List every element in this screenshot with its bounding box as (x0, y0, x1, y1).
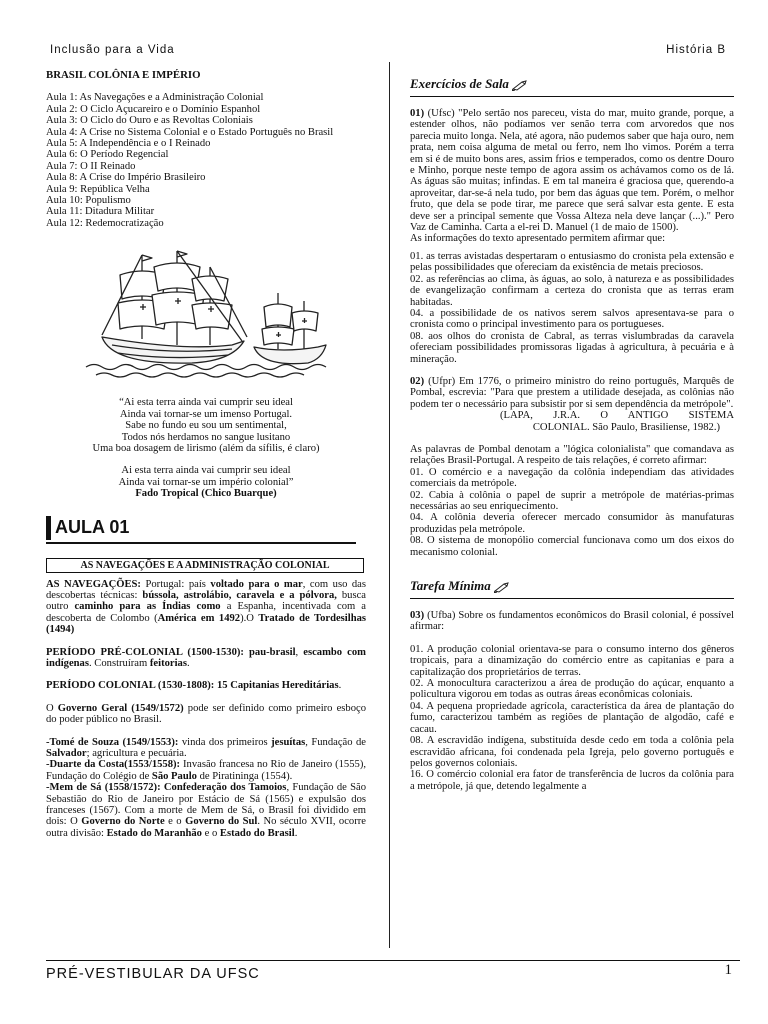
text: . (338, 680, 342, 692)
answer-item: 08. aos olhos do cronista de Cabral, as terras vislumbradas da caravela ofereciam possibilidades promissoras ligadas à agricultura, à pecuária e à mineração. (410, 330, 734, 365)
text-bold: bússola, astrolábio, caravela e a pólvora, (142, 589, 337, 601)
aula-bar (46, 516, 51, 540)
column-divider (389, 62, 390, 948)
answer-item: 01. O comércio e a navegação da colônia independiam das atividades comerciais da metrópole. (410, 466, 734, 490)
text-bold: Tratado de Tordesilhas (1494) (46, 612, 367, 636)
paragraph-governo-geral (46, 703, 366, 726)
exercicios-title-text: Exercícios de Sala (410, 76, 509, 91)
question-text: (Ufsc) "Pelo sertão nos pareceu, vista do mar, muito grande, porque, a estender olhos, não podíamos ver senão terra com arvoredos que nos parecia muito longa. Nela, até agora, não pudemos saber que haja ouro, nem prata, nem coisa alguma de metal ou ferro, nem lho vimos. Porém a terra em si é de muito bons ares, assim frios e temperados, como os dentre Douro e Minho, porque neste tempo de agora assim os achávamos como os de lá. As águas são muitas; infindas. E em tal maneira é graciosa que, querendo-a aproveitar, dar-se-á nela tudo, por bem das águas que tem. Porém, o melhor fruto, que dela se pode tirar, me parece que será salvar esta gente. E esta deve ser a principal semente que Vossa Alteza nela deve lançar (...)." Pero Vaz de Caminha. Carta a el-rei D. Manuel (1 de maio de 1500). (410, 108, 734, 234)
writing-hand-icon (494, 582, 510, 593)
text: pode ser definido como primeiro esboço do poder público no Brasil. (46, 702, 366, 726)
text: ; agricultura e pecuária. (86, 748, 187, 759)
answer-item: 04. A colônia deveria oferecer mercado consumidor às manufaturas produzidas pela metrópole. (410, 512, 734, 535)
poem-line: Uma boa dosagem de lirismo (além da sífilis, é claro) (92, 442, 320, 454)
paragraph-pre-colonial (46, 647, 366, 670)
footer-title: PRÉ-VESTIBULAR DA UFSC (46, 966, 260, 982)
text-bold: feitorias (149, 657, 187, 669)
text-bold: AS NAVEGAÇÕES: (46, 578, 141, 590)
text: e o (164, 816, 186, 828)
text-bold: PERÍODO COLONIAL (1530-1808): 15 Capitanias Hereditárias (46, 680, 339, 692)
aula-title: AULA 01 (55, 517, 130, 538)
text-bold: América em 1492 (157, 612, 241, 624)
question-text: (Ufba) Sobre os fundamentos econômicos do Brasil colonial, é possível afirmar: (410, 610, 734, 633)
paragraph-tome-de-souza (46, 737, 366, 760)
page-number: 1 (724, 962, 732, 978)
aula-heading (46, 516, 366, 540)
text-bold: -Duarte da Costa(1553/1558): (46, 759, 181, 771)
text: ).O (240, 612, 259, 624)
exercicios-title (410, 76, 734, 92)
lesson-item: Aula 3: O Ciclo do Ouro e as Revoltas Coloniais (46, 115, 253, 127)
text: . Construíram (88, 657, 150, 669)
lesson-item: Aula 10: Populismo (46, 195, 131, 207)
question-intro: As palavras de Pombal denotam a "lógica colonialista" que comandava as relações Brasil-Portugal. A respeito de tais relações, é correto afirmar: (410, 443, 734, 467)
text: Portugal: país (140, 578, 211, 590)
answer-list (410, 467, 734, 558)
text-bold: -Tomé de Souza (1549/1553): (46, 736, 179, 748)
answer-list (410, 644, 734, 792)
text-bold: PERÍODO PRÉ-COLONIAL (1500-1530): pau-brasil (46, 646, 296, 658)
lesson-item: Aula 7: O II Reinado (46, 160, 136, 172)
answer-item: 16. O comércio colonial era fator de transferência de lucros da colônia para a metrópole, já que, detendo legalmente a (410, 769, 734, 792)
answer-item: 02. A monocultura caracterizou a área de produção do açúcar, enquanto a policultura vigorou em todas as outras áreas econômicas coloniais. (410, 678, 734, 701)
question-number: 03) (410, 610, 425, 622)
lesson-item: Aula 12: Redemocratização (46, 217, 164, 229)
answer-item: 01. A produção colonial orientava-se para o consumo interno dos gêneros tropicais, para a dinamização do comércio entre as capitanias e para a capitalização dos proprietários de terras. (410, 643, 734, 678)
lesson-item: Aula 8: A Crise do Império Brasileiro (46, 172, 206, 184)
poem-line: Sabe no fundo eu sou um sentimental, (125, 420, 287, 432)
answer-item: 02. as referências ao clima, às águas, ao solo, à natureza e as possibilidades de evangelização confirmam a certeza do cronista que as terras eram habitadas. (410, 273, 734, 308)
answer-list (410, 251, 734, 365)
poem-line: Ainda vai tornar-se um imenso Portugal. (119, 408, 293, 420)
question-01 (410, 108, 734, 233)
right-column (410, 76, 734, 792)
left-column (46, 70, 366, 839)
text-bold: Salvador (46, 748, 87, 759)
answer-item: 08. O sistema de monopólio comercial funcionava como um dos eixos do mecanismo colonial. (410, 535, 734, 558)
paragraph-mem-de-sa (46, 782, 366, 839)
text: de Piratininga (1554). (196, 770, 293, 782)
section-box: AS NAVEGAÇÕES E A ADMINISTRAÇÃO COLONIAL (46, 558, 364, 573)
text: , Fundação de São Sebastião do Rio de Janeiro por Estácio de Sá (1565) e expulsão dos franceses (1567). Com a morte de Mem de Sá, o Brasil foi dividido em dois: O (46, 782, 367, 828)
answer-item: 04. A pequena propriedade agrícola, característica da área de plantação do fumo, caracterizou também as regiões de plantação de algodão, café e cacau. (410, 700, 734, 735)
poem (46, 397, 366, 499)
text: Invasão francesa no Rio de Janeiro (1555), Fundação do Colégio de (46, 759, 366, 782)
lesson-item: Aula 9: República Velha (46, 183, 150, 195)
text: O (46, 702, 58, 714)
text-bold: Estado do Brasil (219, 827, 295, 839)
text-bold: escambo com indígenas (46, 646, 366, 669)
answer-item: 08. A escravidão indígena, substituída desde cedo em toda a colônia pela escravidão africana, foi condenada pela Igreja, pelo governo português e pelos governos coloniais. (410, 735, 734, 769)
question-number: 02) (410, 375, 425, 387)
text: , com uso das descobertas técnicas: (46, 578, 367, 601)
lesson-item: Aula 5: A Independência e o I Reinado (46, 138, 211, 150)
text: . No século XVII, ocorre outra divisão: (46, 816, 366, 839)
lesson-list (46, 92, 366, 229)
reference-line-2: COLONIAL. São Paulo, Brasiliense, 1982.) (532, 421, 720, 433)
question-02 (410, 376, 734, 410)
lesson-item: Aula 11: Ditadura Militar (46, 206, 155, 218)
poem-line: Ainda vai tornar-se um império colonial” (118, 476, 294, 488)
text-bold: Governo do Norte (81, 816, 165, 828)
text-bold: caminho para as Índias como (74, 601, 221, 613)
question-number: 01) (410, 108, 425, 119)
poem-author: Fado Tropical (Chico Buarque) (135, 488, 277, 500)
answer-item: 04. a possibilidade de os nativos serem salvos apresentava-se para o cronista como o principal investimento para os portugueses. (410, 307, 734, 331)
text-bold: Confederação dos Tamoios (163, 782, 287, 794)
footer-rule (46, 960, 740, 961)
paragraph-duarte-da-costa (46, 759, 366, 782)
lesson-item: Aula 4: A Crise no Sistema Colonial e o Estado Português no Brasil (46, 126, 334, 138)
text-bold: São Paulo (151, 770, 197, 782)
text: , Fundação de (305, 736, 367, 748)
question-03 (410, 610, 734, 633)
text-bold: jesuítas (271, 736, 306, 748)
text-bold: -Mem de Sá (1558/1572): (46, 782, 161, 794)
text-bold: voltado para o mar (210, 578, 303, 590)
text: , (295, 646, 304, 658)
text-bold: Governo do Sul (185, 816, 258, 828)
lesson-item: Aula 1: As Navegações e a Administração Colonial (46, 92, 264, 104)
question-intro: As informações do texto apresentado permitem afirmar que: (410, 233, 666, 245)
poem-line: “Ai esta terra ainda vai cumprir seu ideal (119, 397, 293, 409)
text: . (186, 657, 190, 669)
poem-line: Ai esta terra ainda vai cumprir seu ideal (121, 465, 291, 477)
lesson-item: Aula 2: O Ciclo Açucareiro e o Domínio Espanhol (46, 103, 261, 115)
aula-rule (46, 542, 356, 544)
text: busca outro (46, 589, 366, 613)
answer-item: 02. Cabia à colônia o papel de suprir a metrópole de matérias-primas necessárias ao seu enriquecimento. (410, 489, 734, 512)
poem-line: Todos nós herdamos no sangue lusitano (121, 431, 291, 443)
paragraph-colonial (46, 680, 366, 691)
header-left: Inclusão para a Vida (50, 44, 175, 56)
paragraph-navegacoes (46, 579, 366, 636)
text-bold: Governo Geral (1549/1572) (57, 702, 184, 714)
writing-hand-icon (512, 80, 528, 91)
text: e o (201, 827, 220, 839)
ships-illustration (46, 245, 366, 385)
text: vinda dos primeiros (178, 736, 272, 748)
reference-line-1: (LAPA, J.R.A. O ANTIGO SISTEMA (500, 410, 734, 422)
tarefa-minima-title-text: Tarefa Mínima (410, 578, 491, 594)
ships-illustration-svg (82, 245, 332, 385)
header-right: História B (666, 44, 726, 56)
tarefa-minima-title (410, 578, 734, 594)
unit-title: BRASIL COLÔNIA E IMPÉRIO (46, 69, 201, 81)
text-bold: Estado do Maranhão (106, 827, 202, 839)
question-text: (Ufpr) Em 1776, o primeiro ministro do reino português, Marquês de Pombal, escrevia: "Para que prestem a utilidade desejada, as colônias não podem ter o necessário para subsistir por si sem dependência da metrópole". (410, 375, 734, 410)
text: a Espanha, incentivada com a descoberta de Colombo ( (46, 601, 367, 624)
answer-item: 01. as terras avistadas despertaram o entusiasmo do cronista pela extensão e pelas possibilidades que ofereciam da existência de metais preciosos. (410, 250, 734, 274)
lesson-item: Aula 6: O Período Regencial (46, 149, 169, 161)
text: . (294, 827, 298, 839)
